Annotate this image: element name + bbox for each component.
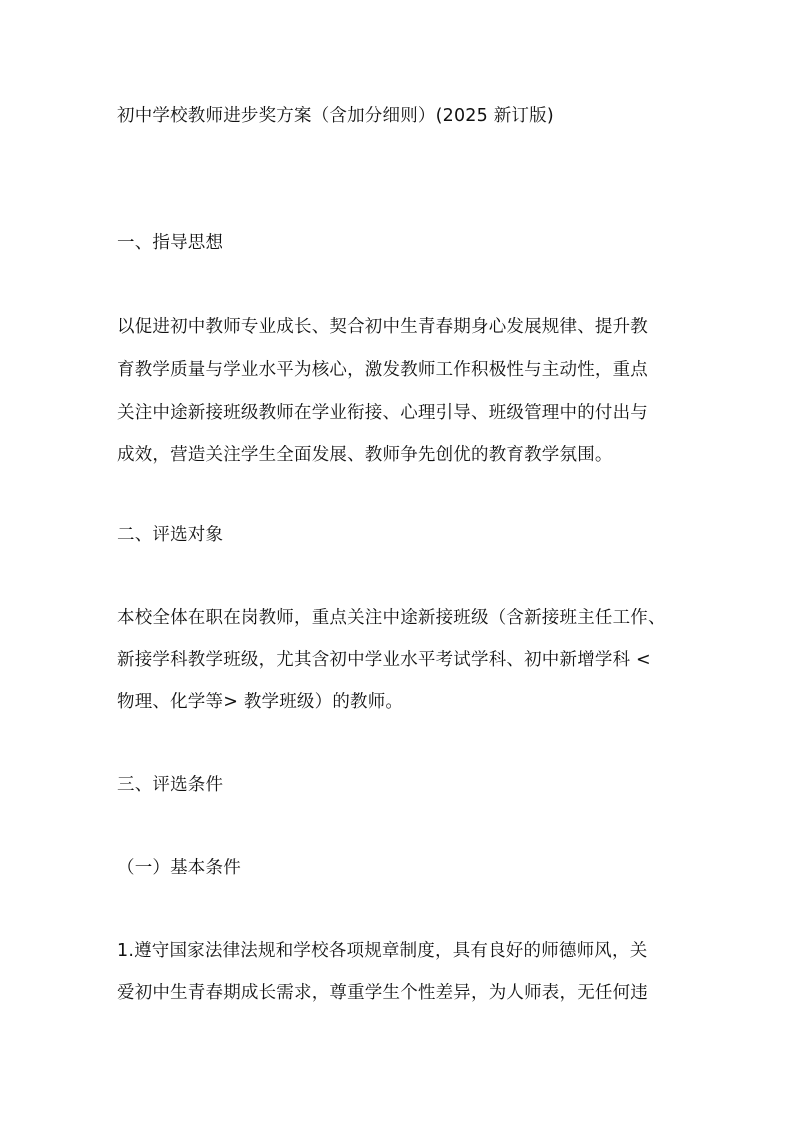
subsection-heading-basic-conditions: （一）基本条件 bbox=[117, 858, 241, 878]
paragraph-line: 成效，营造关注学生全面发展、教师争先创优的教育教学氛围。 bbox=[117, 445, 613, 465]
section-heading-selection-criteria: 三、评选条件 bbox=[117, 775, 224, 795]
paragraph-line: 关注中途新接班级教师在学业衔接、心理引导、班级管理中的付出与 bbox=[117, 403, 648, 423]
paragraph-line: 爱初中生青春期成长需求，尊重学生个性差异，为人师表，无任何违 bbox=[117, 983, 648, 1003]
document-title: 初中学校教师进步奖方案（含加分细则）(2025 新订版) bbox=[117, 106, 554, 126]
paragraph-line: 本校全体在职在岗教师，重点关注中途新接班级（含新接班主任工作、 bbox=[117, 608, 666, 628]
paragraph-line: 以促进初中教师专业成长、契合初中生青春期身心发展规律、提升教 bbox=[117, 317, 648, 337]
paragraph-line: 物理、化学等> 教学班级）的教师。 bbox=[117, 692, 404, 712]
paragraph-line: 育教学质量与学业水平为核心，激发教师工作积极性与主动性，重点 bbox=[117, 360, 648, 380]
section-heading-guiding-ideology: 一、指导思想 bbox=[117, 233, 224, 253]
section-heading-selection-targets: 二、评选对象 bbox=[117, 525, 224, 545]
paragraph-line: 1.遵守国家法律法规和学校各项规章制度，具有良好的师德师风，关 bbox=[117, 941, 648, 961]
paragraph-line: 新接学科教学班级，尤其含初中学业水平考试学科、初中新增学科 < bbox=[117, 650, 651, 670]
